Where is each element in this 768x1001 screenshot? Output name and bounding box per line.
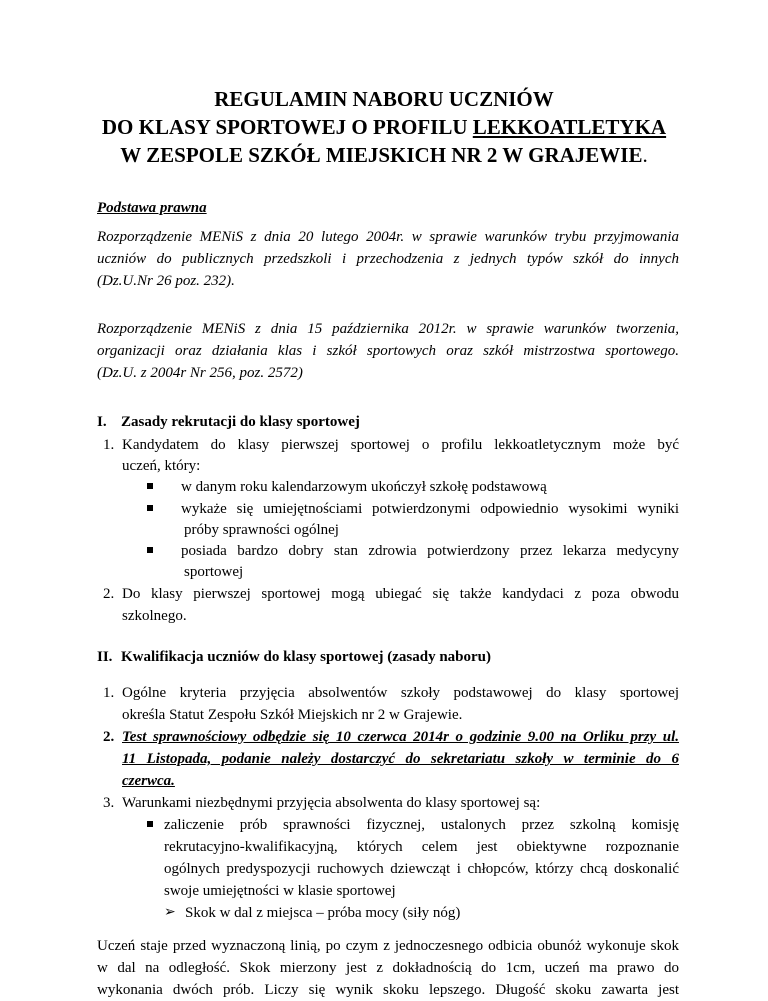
s1-item-2-line-1: Do klasy pierwszej sportowej mogą ubiegać się także kandydaci z poza obwodu [122,586,679,602]
s2-item-2-line-1: Test sprawnościowy odbędzie się 10 czerwca 2014r o godzinie 9.00 na Orliku przy ul. [122,729,679,745]
s2-item-1-number: 1. [103,685,115,701]
square-bullet-icon [147,547,153,553]
square-bullet-icon [147,483,153,489]
s2-item-1-line-1: Ogólne kryteria przyjęcia absolwentów szkoły podstawowej do klasy sportowej [122,685,679,701]
section-1-heading: Zasady rekrutacji do klasy sportowej [121,414,360,430]
s1-item-1-line-1: Kandydatem do klasy pierwszej sportowej o profilu lekkoatletycznym może być [122,437,679,453]
s2-item-2-number: 2. [103,729,115,745]
square-bullet-icon [147,505,153,511]
title-line-3: W ZESPOLE SZKÓŁ MIEJSKICH NR 2 W GRAJEWIE. [120,143,648,167]
s1-item-2-line-2: szkolnego. [122,608,187,624]
legal-basis-heading: Podstawa prawna [97,200,207,216]
s2-bullet-line-2: rekrutacyjno-kwalifikacyjną, których celem jest obiektywne rozpoznanie [164,839,679,855]
title-underlined-word: LEKKOATLETYKA [472,115,667,139]
s1-bullet-2-line-2: próby sprawności ogólnej [184,522,339,538]
s2-item-3-line: Warunkami niezbędnymi przyjęcia absolwenta do klasy sportowej są: [122,795,541,811]
section-1-numeral: I. [97,414,107,430]
s1-item-2-number: 2. [103,586,115,602]
s2-item-3-number: 3. [103,795,115,811]
s2-item-1-line-2: określa Statut Zespołu Szkół Miejskich nr 2 w Grajewie. [122,707,463,723]
final-paragraph-line-3: wykonania dwóch prób. Liczy się wynik skoku lepszego. Długość skoku zawarta jest [97,982,679,998]
final-paragraph-line-1: Uczeń staje przed wyznaczoną linią, po czym z jednoczesnego odbicia obunóż wykonuje skok [97,938,679,954]
s2-bullet-line-3: ogólnych predyspozycji ruchowych dziewcząt i chłopców, którzy chcą doskonalić [164,861,679,877]
title-line-1: REGULAMIN NABORU UCZNIÓW [214,87,554,111]
document-title [0,85,768,169]
s2-item-2-line-3: czerwca. [122,773,175,789]
arrow-bullet-icon: ➢ [164,905,176,920]
regulation-1: Rozporządzenie MENiS z dnia 20 lutego 2004r. w sprawie warunków trybu przyjmowania uczniów do publicznych przedszkoli i przechodzenia z jednych typów szkół do innych (Dz.U.Nr 26 poz. 232). [97,229,679,289]
s2-arrow-item: Skok w dal z miejsca – próba mocy (siły nóg) [185,905,461,921]
s2-bullet-line-4: swoje umiejętności w klasie sportowej [164,883,396,899]
section-2-numeral: II. [97,649,113,665]
s1-bullet-1: w danym roku kalendarzowym ukończył szkołę podstawową [181,479,547,495]
s1-bullet-3-line-2: sportowej [184,564,244,580]
section-2-heading: Kwalifikacja uczniów do klasy sportowej (zasady naboru) [121,649,492,665]
s1-item-1-number: 1. [103,437,115,453]
s2-item-2-line-2: 11 Listopada, podanie należy dostarczyć do sekretariatu szkoły w terminie do 6 [122,751,679,767]
square-bullet-icon [147,821,153,827]
title-line-2: DO KLASY SPORTOWEJ O PROFILU LEKKOATLETYKA [101,115,667,139]
s1-item-1-line-2: uczeń, który: [122,458,201,474]
s2-bullet-line-1: zaliczenie prób sprawności fizycznej, ustalonych przez szkolną komisję [164,817,679,833]
s1-bullet-3-line-1: posiada bardzo dobry stan zdrowia potwierdzony przez lekarza medycyny [181,543,679,559]
final-paragraph-line-2: w dal na odległość. Skok mierzony jest z dokładnością do 1cm, uczeń ma prawo do [97,960,679,976]
regulation-2: Rozporządzenie MENiS z dnia 15 października 2012r. w sprawie warunków tworzenia, organizacji oraz działania klas i szkół sportowych oraz szkół mistrzostwa sportowego. (Dz.U. z 2004r Nr 256, poz. 2572) [97,321,679,381]
s1-bullet-2-line-1: wykaże się umiejętnościami potwierdzonymi odpowiednio wysokimi wyniki [181,501,679,517]
